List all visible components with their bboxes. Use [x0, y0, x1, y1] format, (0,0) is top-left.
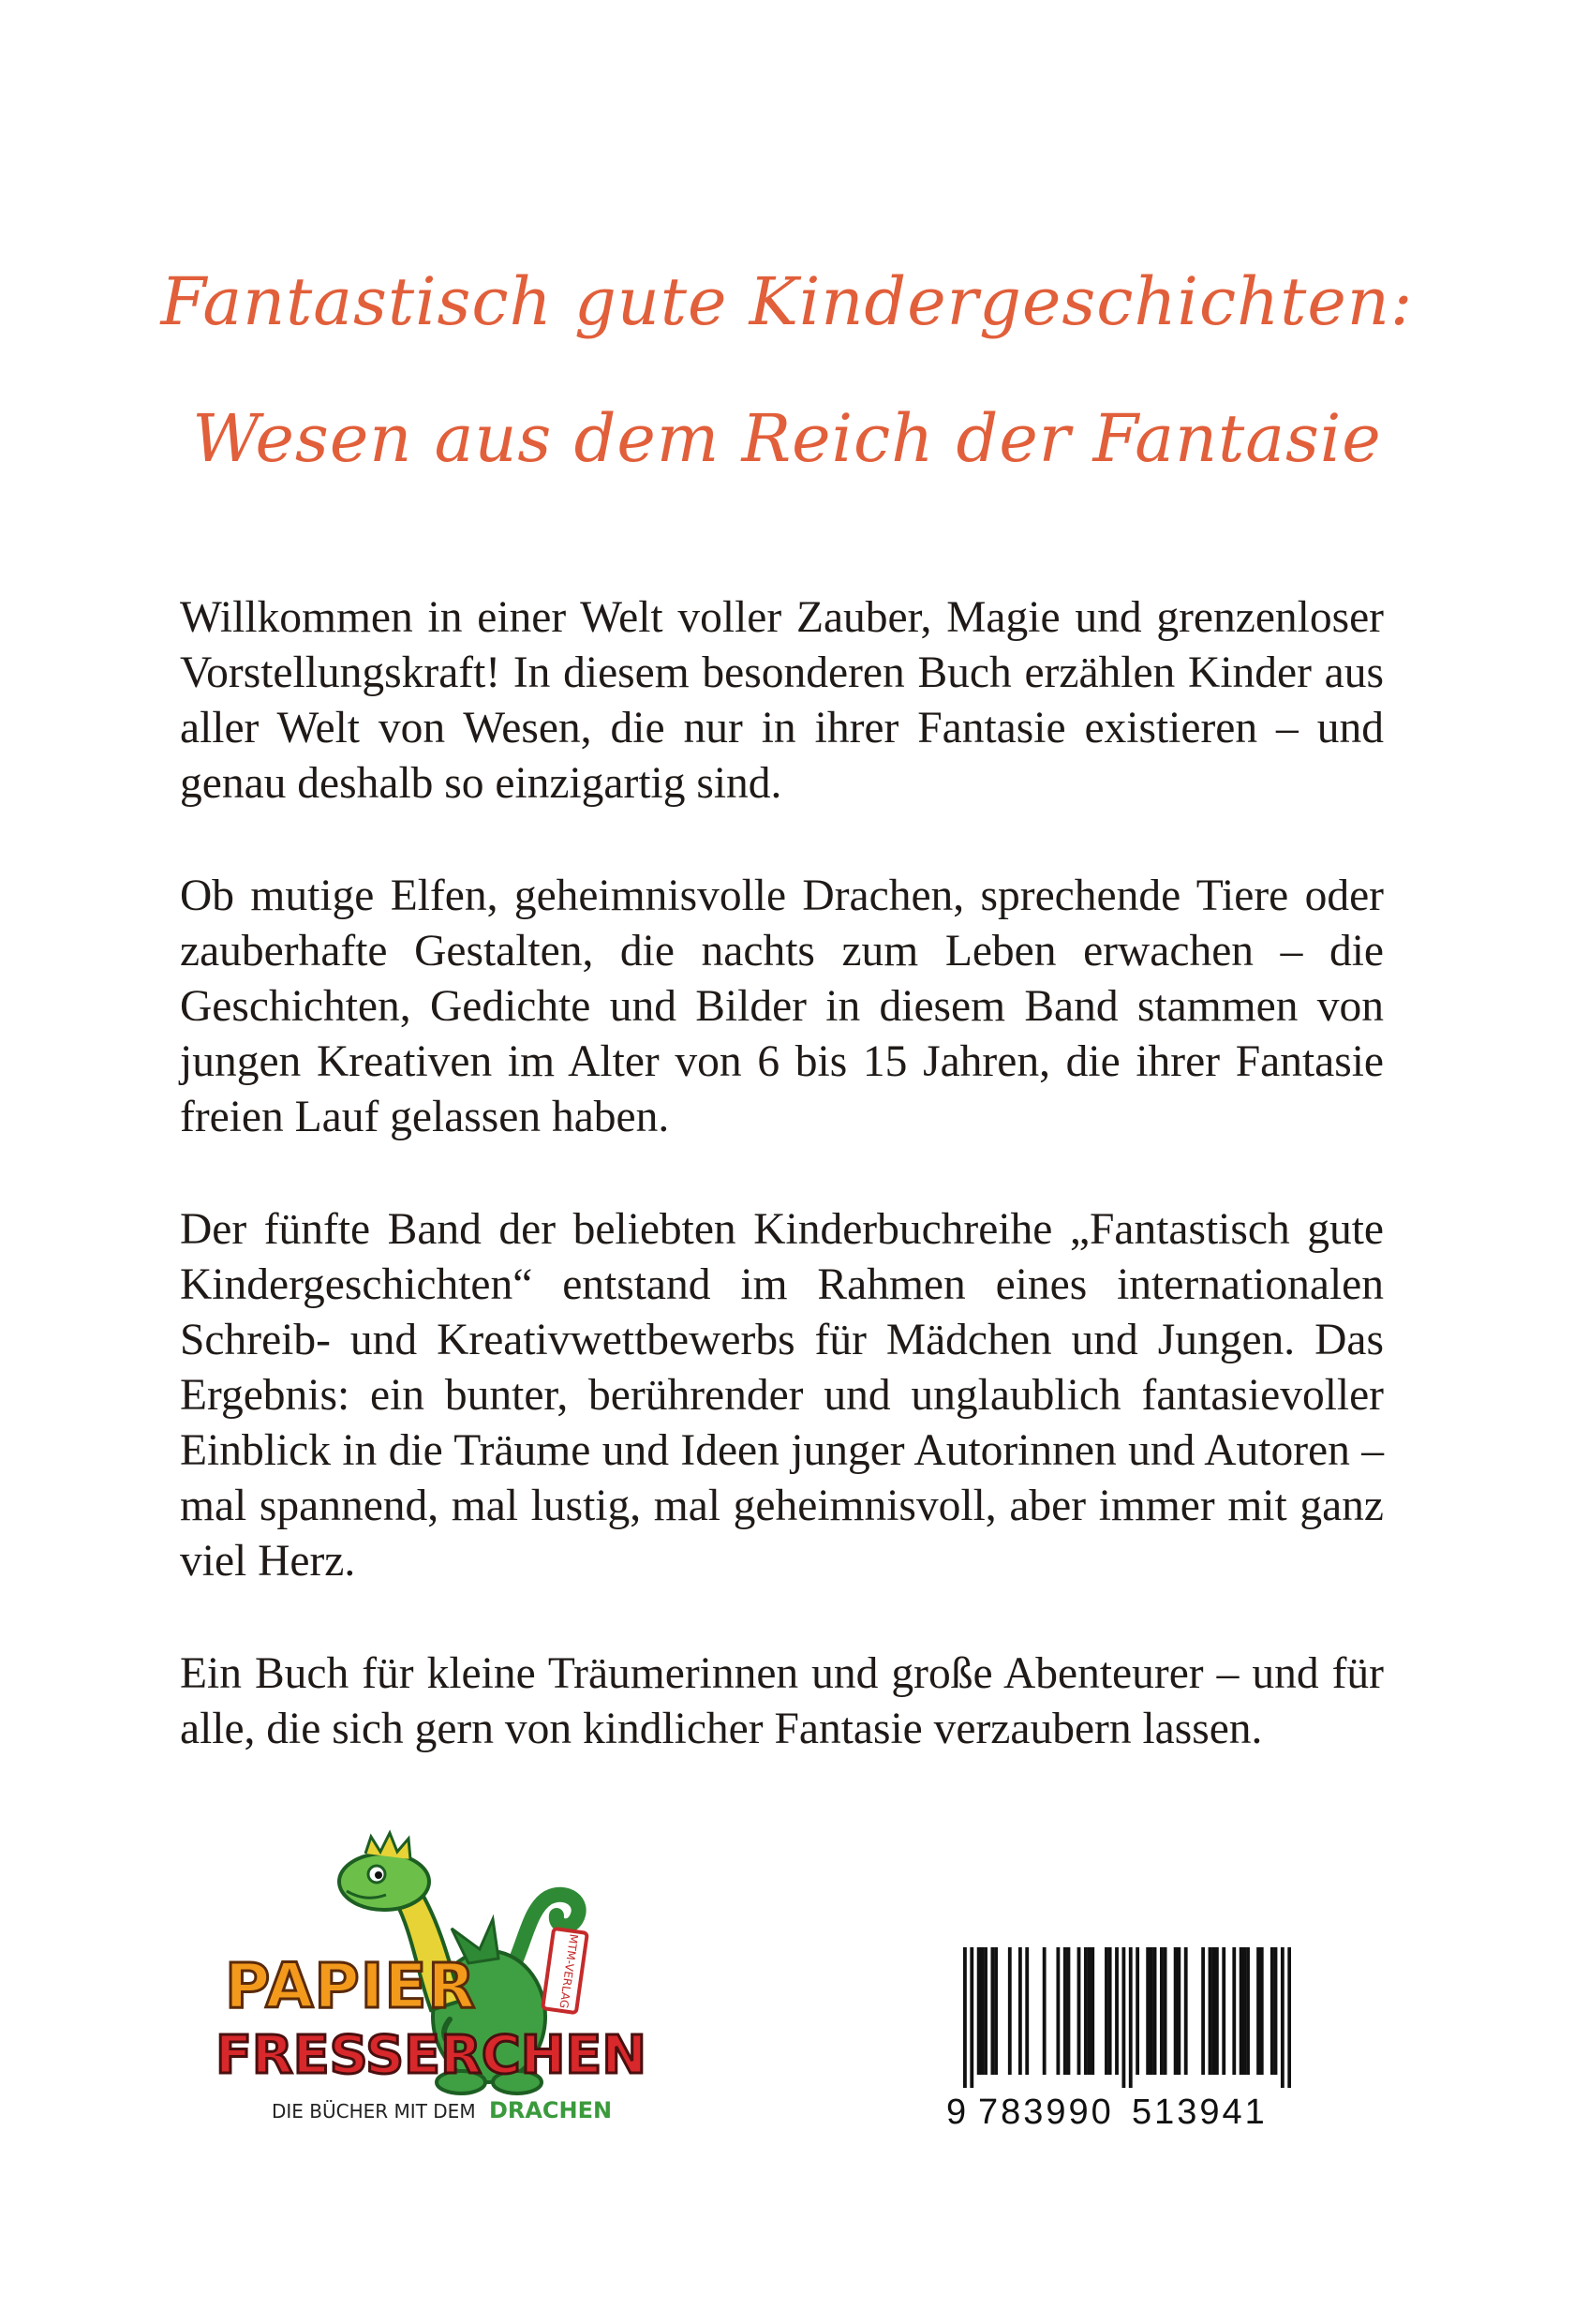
barcode-bar — [1008, 1947, 1012, 2075]
barcode-lead-digit: 9 — [946, 2093, 967, 2132]
barcode-bar — [1150, 1947, 1153, 2075]
barcode-bar — [1274, 1947, 1278, 2075]
barcode-bar — [1115, 1947, 1119, 2075]
publisher-logo — [215, 1809, 656, 2146]
barcode-bar — [984, 1947, 987, 2075]
barcode-bar — [977, 1947, 981, 2075]
logo-tagline — [272, 2097, 612, 2123]
barcode-guard-bar — [1121, 1947, 1125, 2088]
barcode-bar — [1105, 1947, 1108, 2075]
blurb-paragraph-3: Der fünfte Band der beliebten Kinderbuchreihe „Fantastisch gute Kindergeschichten“ entstand im Rahmen eines internationalen Schreib- und Kreativwettbewerbs für Mädchen und Jungen. Das Ergebnis: ein bunter, berührender und unglaublich fantasievoller Einblick in die Träume und Ideen junger Autorinnen und Autoren – mal spannend, mal lustig, mal geheimnisvoll, aber immer mit ganz viel Herz. — [180, 1205, 1384, 1586]
imprint-label: MTM-VERLAG — [557, 1932, 581, 2010]
logo-word-papier: PAPIER — [225, 1950, 477, 2022]
barcode-right-group: 513941 — [1132, 2093, 1268, 2132]
book-title — [0, 264, 1574, 476]
barcode-bar — [1174, 1947, 1178, 2075]
blurb-text — [180, 590, 1384, 1814]
title-line-2: Wesen aus dem Reich der Fantasie — [192, 400, 1382, 477]
barcode-bar — [1201, 1947, 1205, 2075]
logo-tagline-highlight: DRACHEN — [488, 2097, 613, 2123]
barcode-guard-bar — [1281, 1947, 1284, 2088]
barcode-number — [946, 2092, 1302, 2133]
blurb-paragraph-4: Ein Buch für kleine Träumerinnen und große Abenteurer – und für alle, die sich gern von kindlicher Fantasie verzaubern lassen. — [180, 1649, 1384, 1753]
barcode-bar — [1215, 1947, 1219, 2075]
barcode-bar — [1177, 1947, 1180, 2075]
barcode-bar — [1018, 1947, 1022, 2075]
barcode-bar — [1246, 1947, 1250, 2075]
barcode-bar — [1256, 1947, 1260, 2075]
barcode-bar — [1232, 1947, 1236, 2075]
barcode-bar — [1091, 1947, 1094, 2075]
barcode-guard-bar — [1129, 1947, 1133, 2088]
barcode-bar — [1067, 1947, 1071, 2075]
barcode-bar — [1184, 1947, 1188, 2075]
dragon-mascot-icon — [215, 1809, 656, 2146]
barcode-bar — [1260, 1947, 1264, 2075]
barcode-guard-bar — [963, 1947, 967, 2088]
barcode-bar — [1084, 1947, 1088, 2075]
barcode-bars — [963, 1947, 1291, 2088]
barcode-bar — [1043, 1947, 1047, 2075]
barcode-guard-bar — [970, 1947, 973, 2088]
barcode-bar — [1056, 1947, 1060, 2075]
title-line-1: Fantastisch gute Kindergeschichten: — [160, 263, 1414, 340]
barcode-bar — [1270, 1947, 1274, 2075]
barcode-bar — [1222, 1947, 1225, 2075]
barcode-bar — [1025, 1947, 1029, 2075]
barcode-bar — [990, 1947, 994, 2075]
barcode-bar — [1209, 1947, 1212, 2075]
barcode-bar — [1136, 1947, 1139, 2075]
blurb-paragraph-1: Willkommen in einer Welt voller Zauber, Magie und grenzenloser Vorstellungskraft! In diesem besonderen Buch erzählen Kinder aus aller Welt von Wesen, die nur in ihrer Fantasie existieren – und genau deshalb so einzigartig sind. — [180, 593, 1384, 808]
barcode-bar — [1160, 1947, 1164, 2075]
barcode-bar — [980, 1947, 984, 2075]
barcode-bar — [1077, 1947, 1081, 2075]
logo-word-fresserchen: FRESSERCHEN — [215, 2025, 646, 2086]
barcode-bar — [1164, 1947, 1167, 2075]
barcode-bar — [1088, 1947, 1091, 2075]
barcode-bar — [1146, 1947, 1150, 2075]
barcode-bar — [994, 1947, 998, 2075]
barcode-bar — [1153, 1947, 1157, 2075]
barcode-bar — [1211, 1947, 1215, 2075]
logo-tagline-prefix: DIE BÜCHER MIT DEM — [272, 2100, 476, 2123]
barcode-bar — [1242, 1947, 1246, 2075]
barcode-guard-bar — [1287, 1947, 1291, 2088]
blurb-paragraph-2: Ob mutige Elfen, geheimnisvolle Drachen, sprechende Tiere oder zauberhafte Gestalten, die nachts zum Leben erwachen – die Geschichten, Gedichte und Bilder in diesem Band stammen von jungen Kreativen im Alter von 6 bis 15 Jahren, die ihrer Fantasie freien Lauf gelassen haben. — [180, 872, 1384, 1141]
barcode-bar — [1240, 1947, 1243, 2075]
barcode-left-group: 783990 — [978, 2093, 1114, 2132]
isbn-barcode — [946, 1947, 1302, 2135]
barcode-bar — [1063, 1947, 1067, 2075]
barcode-bar — [1108, 1947, 1112, 2075]
